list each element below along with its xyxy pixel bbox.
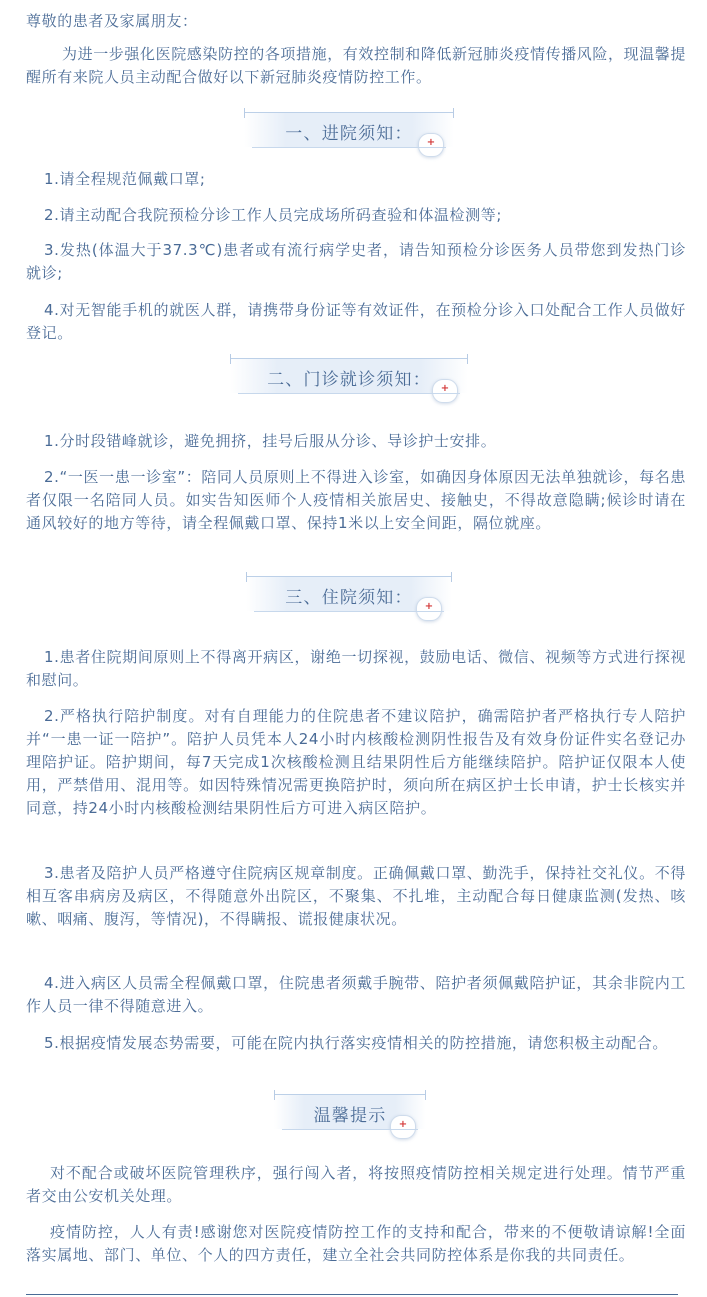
inpatient-item-1: 1.患者住院期间原则上不得离开病区，谢绝一切探视，鼓励电话、微信、视频等方式进行探视和慰问。 (26, 648, 686, 689)
outpatient-item-2: 2.“一医一患一诊室”：陪同人员原则上不得进入诊室，如确因身体原因无法单独就诊，每名患者仅限一名陪同人员。如实告知医师个人疫情相关旅居史、接触史，不得故意隐瞒;候诊时请在通风较好的地方等待，请全程佩戴口罩、保持1米以上安全间距，隔位就座。 (26, 468, 686, 532)
greeting: 尊敬的患者及家属朋友： (26, 12, 198, 30)
inpatient-item-3: 3.患者及陪护人员严格遵守住院病区规章制度。正确佩戴口罩、勤洗手，保持社交礼仪。不得相互客串病房及病区，不得随意外出院区，不聚集、不扎堆，主动配合每日健康监测(发热、咳嗽、咽痛、腹泻，等情况)，不得瞒报、谎报健康状况。 (26, 864, 686, 928)
section-heading-label: 二、门诊就诊须知： (267, 370, 431, 390)
section-heading-label: 一、进院须知： (285, 124, 413, 144)
section-heading-entry (244, 112, 454, 147)
entry-item-2: 2.请主动配合我院预检分诊工作人员完成场所码查验和体温检测等; (44, 206, 502, 224)
inpatient-item-4: 4.进入病区人员需全程佩戴口罩，住院患者须戴手腕带、陪护者须佩戴陪护证，其余非院内工作人员一律不得随意进入。 (26, 974, 686, 1015)
entry-item-1: 1.请全程规范佩戴口罩; (44, 170, 206, 188)
section-heading-inpatient (246, 576, 452, 611)
first-aid-kit-icon: + (432, 379, 458, 403)
tips-heading (274, 1094, 426, 1129)
first-aid-kit-icon: + (390, 1115, 416, 1139)
tips-paragraph-1: 对不配合或破坏医院管理秩序，强行闯入者，将按照疫情防控相关规定进行处理。情节严重者交由公安机关处理。 (26, 1164, 686, 1205)
section-heading-outpatient (230, 358, 468, 393)
intro-paragraph: 为进一步强化医院感染防控的各项措施，有效控制和降低新冠肺炎疫情传播风险，现温馨提醒所有来院人员主动配合做好以下新冠肺炎疫情防控工作。 (26, 45, 687, 86)
tips-paragraph-2: 疫情防控，人人有责!感谢您对医院疫情防控工作的支持和配合，带来的不便敬请谅解!全面落实属地、部门、单位、个人的四方责任，建立全社会共同防控体系是你我的共同责任。 (26, 1223, 686, 1264)
entry-item-4: 4.对无智能手机的就医人群，请携带身份证等有效证件，在预检分诊入口处配合工作人员做好登记。 (26, 301, 686, 342)
entry-item-3: 3.发热(体温大于37.3℃)患者或有流行病学史者，请告知预检分诊医务人员带您到发热门诊就诊; (26, 241, 686, 282)
inpatient-item-5: 5.根据疫情发展态势需要，可能在院内执行落实疫情相关的防控措施，请您积极主动配合。 (44, 1034, 668, 1052)
bottom-divider (26, 1294, 678, 1295)
first-aid-kit-icon: + (418, 133, 444, 157)
first-aid-kit-icon: + (416, 597, 442, 621)
inpatient-item-2: 2.严格执行陪护制度。对有自理能力的住院患者不建议陪护，确需陪护者严格执行专人陪护并“一患一证一陪护”。陪护人员凭本人24小时内核酸检测阴性报告及有效身份证件实名登记办理陪护证。陪护期间，每7天完成1次核酸检测且结果阴性后方能继续陪护。陪护证仅限本人使用，严禁借用、混用等。如因特殊情况需更换陪护时，须向所在病区护士长申请，护士长核实并同意，持24小时内核酸检测结果阴性后方可进入病区陪护。 (26, 707, 686, 817)
outpatient-item-1: 1.分时段错峰就诊，避免拥挤，挂号后服从分诊、导诊护士安排。 (44, 432, 497, 450)
tips-heading-label: 温馨提示 (313, 1106, 387, 1126)
section-heading-label: 三、住院须知： (285, 588, 413, 608)
